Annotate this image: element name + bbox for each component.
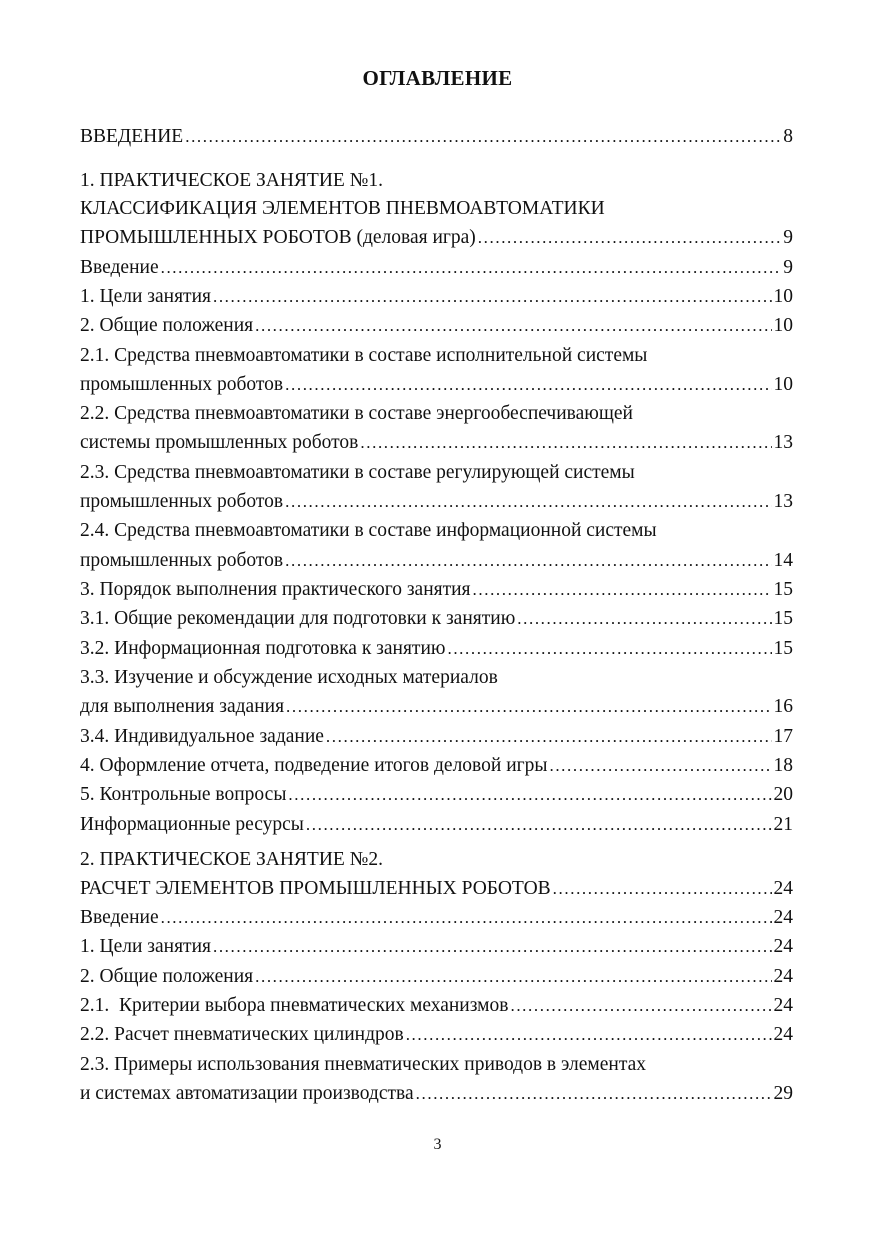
dot-leader [285, 548, 771, 574]
toc-page-number: 24 [773, 936, 793, 957]
chapter-2-heading-line1: 2. ПРАКТИЧЕСКОЕ ЗАНЯТИЕ №2. [80, 849, 383, 870]
toc-entry-text: для выполнения задания [80, 696, 285, 717]
toc-entry-first-line: 2.2. Средства пневмоавтоматики в составе энергообеспечивающей [80, 403, 633, 424]
toc-entry[interactable] [80, 993, 793, 1019]
toc-entry[interactable] [80, 430, 793, 456]
toc-entry[interactable] [80, 284, 793, 310]
toc-page-number: 15 [773, 638, 793, 659]
toc-entry[interactable] [80, 255, 793, 281]
dot-leader [406, 1022, 772, 1048]
toc-entry[interactable] [80, 548, 793, 574]
toc-page-number: 24 [773, 966, 793, 987]
toc-entry-text: и системах автоматизации производства [80, 1083, 414, 1104]
toc-page-number: 14 [773, 550, 793, 571]
toc-entry[interactable] [80, 372, 793, 398]
toc-entry-text: промышленных роботов [80, 550, 284, 571]
toc-page-number: 20 [773, 784, 793, 805]
toc-entry-text: 1. Цели занятия [80, 286, 211, 307]
dot-leader [326, 724, 772, 750]
dot-leader [185, 124, 781, 150]
toc-entry-first-line: 3.3. Изучение и обсуждение исходных материалов [80, 667, 498, 688]
toc-entry[interactable] [80, 753, 793, 779]
toc-entry-text: промышленных роботов [80, 491, 284, 512]
toc-entry-intro[interactable] [80, 124, 793, 150]
toc-page-number: 16 [773, 696, 793, 717]
toc-page-number: 29 [773, 1083, 793, 1104]
toc-entry[interactable] [80, 606, 793, 632]
chapter-1-heading-entry[interactable] [80, 225, 793, 251]
toc-entry-text: 2.1. Критерии выбора пневматических механизмов [80, 995, 509, 1016]
dot-leader [553, 876, 772, 902]
toc-entry[interactable] [80, 782, 793, 808]
dot-leader [549, 753, 771, 779]
toc-entry[interactable] [80, 1081, 793, 1107]
toc-entry-text: 5. Контрольные вопросы [80, 784, 287, 805]
toc-entry-text: Введение [80, 257, 159, 278]
page-number: 3 [433, 1136, 442, 1153]
dot-leader [255, 964, 771, 990]
dot-leader [360, 430, 771, 456]
dot-leader [288, 782, 771, 808]
dot-leader [213, 934, 772, 960]
toc-entry[interactable] [80, 812, 793, 838]
toc-page-number: 13 [773, 491, 793, 512]
toc-page-number: 24 [773, 1024, 793, 1045]
toc-page-number: 24 [773, 995, 793, 1016]
toc-entry-first-line: 2.1. Средства пневмоавтоматики в составе исполнительной системы [80, 345, 648, 366]
dot-leader [510, 993, 771, 1019]
toc-page-number: 24 [773, 878, 793, 899]
toc-entry[interactable] [80, 934, 793, 960]
toc-page-number: 15 [773, 608, 793, 629]
toc-entry-text: 4. Оформление отчета, подведение итогов деловой игры [80, 755, 548, 776]
toc-page-number: 9 [783, 257, 793, 278]
toc-entry-text: ВВЕДЕНИЕ [80, 126, 184, 147]
page-title: ОГЛАВЛЕНИЕ [362, 66, 513, 90]
toc-page-number: 15 [773, 579, 793, 600]
toc-entry-first-line: 2.4. Средства пневмоавтоматики в составе информационной системы [80, 520, 657, 541]
toc-entry-first-line: 2.3. Примеры использования пневматических приводов в элементах [80, 1054, 646, 1075]
toc-entry-text: Информационные ресурсы [80, 814, 304, 835]
chapter-2-heading-entry[interactable] [80, 876, 793, 902]
toc-entry-text: 3.4. Индивидуальное задание [80, 726, 324, 747]
toc-entry-text: промышленных роботов [80, 374, 284, 395]
toc-page-number: 24 [773, 907, 793, 928]
toc-entry-text: Введение [80, 907, 159, 928]
toc-entry-first-line: 2.3. Средства пневмоавтоматики в составе регулирующей системы [80, 462, 635, 483]
dot-leader [478, 225, 781, 251]
dot-leader [306, 812, 772, 838]
toc-entry-text: 2. Общие положения [80, 966, 254, 987]
toc-entry[interactable] [80, 636, 793, 662]
toc-entry-text: 3.1. Общие рекомендации для подготовки к занятию [80, 608, 516, 629]
toc-entry[interactable] [80, 905, 793, 931]
dot-leader [285, 372, 771, 398]
toc-entry[interactable] [80, 489, 793, 515]
toc-page-number: 13 [773, 432, 793, 453]
dot-leader [213, 284, 772, 310]
toc-page-number: 8 [783, 126, 793, 147]
dot-leader [285, 489, 771, 515]
toc-entry-text: системы промышленных роботов [80, 432, 359, 453]
toc-entry[interactable] [80, 724, 793, 750]
dot-leader [161, 255, 782, 281]
toc-entry-text: 2.2. Расчет пневматических цилиндров [80, 1024, 404, 1045]
toc-page-number: 9 [783, 227, 793, 248]
toc-page-number: 10 [773, 374, 793, 395]
toc-entry[interactable] [80, 313, 793, 339]
dot-leader [473, 577, 772, 603]
chapter-1-heading-line1: 1. ПРАКТИЧЕСКОЕ ЗАНЯТИЕ №1. [80, 170, 383, 191]
toc-entry-text: ПРОМЫШЛЕННЫХ РОБОТОВ (деловая игра) [80, 227, 476, 248]
dot-leader [255, 313, 771, 339]
toc-page-number: 10 [773, 286, 793, 307]
toc-page-number: 17 [773, 726, 793, 747]
toc-entry[interactable] [80, 964, 793, 990]
toc-entry-text: 2. Общие положения [80, 315, 254, 336]
toc-page-number: 21 [773, 814, 793, 835]
toc-entry[interactable] [80, 694, 793, 720]
toc-page-number: 18 [773, 755, 793, 776]
toc-entry[interactable] [80, 1022, 793, 1048]
chapter-1-heading-line2: КЛАССИФИКАЦИЯ ЭЛЕМЕНТОВ ПНЕВМОАВТОМАТИКИ [80, 198, 605, 219]
dot-leader [517, 606, 771, 632]
toc-entry-text: 3.2. Информационная подготовка к занятию [80, 638, 446, 659]
dot-leader [286, 694, 771, 720]
toc-entry-text: 1. Цели занятия [80, 936, 211, 957]
toc-entry[interactable] [80, 577, 793, 603]
dot-leader [416, 1081, 772, 1107]
toc-entry-text: РАСЧЕТ ЭЛЕМЕНТОВ ПРОМЫШЛЕННЫХ РОБОТОВ [80, 878, 551, 899]
dot-leader [447, 636, 771, 662]
toc-entry-text: 3. Порядок выполнения практического занятия [80, 579, 471, 600]
dot-leader [161, 905, 772, 931]
toc-page-number: 10 [773, 315, 793, 336]
